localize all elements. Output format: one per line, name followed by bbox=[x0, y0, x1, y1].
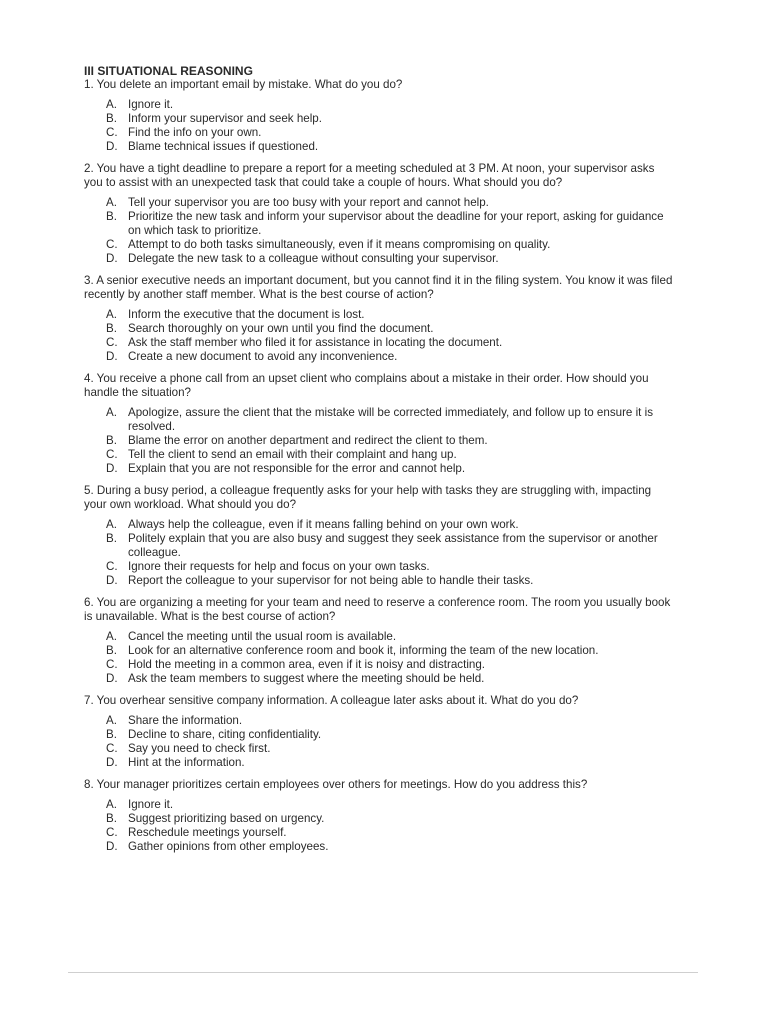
answer-option bbox=[84, 462, 674, 476]
option-letter: C. bbox=[106, 336, 118, 349]
option-text: Report the colleague to your supervisor for not being able to handle their tasks. bbox=[128, 574, 534, 587]
question-block bbox=[84, 484, 674, 588]
option-text: Always help the colleague, even if it means falling behind on your own work. bbox=[128, 518, 519, 531]
option-letter: B. bbox=[106, 322, 117, 335]
question-text: 2. You have a tight deadline to prepare a report for a meeting scheduled at 3 PM. At noon, your supervisor asks you to assist with an unexpected task that could take a couple of hours. What should you do? bbox=[84, 162, 655, 189]
question-block bbox=[84, 78, 674, 154]
option-text: Ignore it. bbox=[128, 98, 174, 111]
option-letter: A. bbox=[106, 308, 117, 321]
answer-option bbox=[84, 798, 674, 812]
option-text: Look for an alternative conference room and book it, informing the team of the new location. bbox=[128, 644, 599, 657]
option-text: Ask the team members to suggest where the meeting should be held. bbox=[128, 672, 485, 685]
option-letter: D. bbox=[106, 840, 118, 853]
footer-divider bbox=[68, 972, 698, 973]
option-letter: D. bbox=[106, 140, 118, 153]
answer-option bbox=[84, 742, 674, 756]
section-title: III SITUATIONAL REASONING bbox=[84, 64, 253, 78]
question-text: 6. You are organizing a meeting for your team and need to reserve a conference room. The room you usually book is unavailable. What is the best course of action? bbox=[84, 596, 671, 623]
question-block bbox=[84, 694, 674, 770]
option-list bbox=[84, 518, 674, 588]
option-text: Delegate the new task to a colleague without consulting your supervisor. bbox=[128, 252, 499, 265]
option-letter: D. bbox=[106, 462, 118, 475]
option-text: Blame the error on another department and redirect the client to them. bbox=[128, 434, 488, 447]
option-text: Apologize, assure the client that the mistake will be corrected immediately, and follow up to ensure it is resolved. bbox=[128, 406, 653, 433]
answer-option bbox=[84, 238, 674, 252]
answer-option bbox=[84, 630, 674, 644]
question-text: 4. You receive a phone call from an upset client who complains about a mistake in their order. How should you handle the situation? bbox=[84, 372, 649, 399]
option-text: Share the information. bbox=[128, 714, 243, 727]
answer-option bbox=[84, 350, 674, 364]
option-letter: B. bbox=[106, 644, 117, 657]
answer-option bbox=[84, 308, 674, 322]
question-text: 5. During a busy period, a colleague frequently asks for your help with tasks they are struggling with, impacting your own workload. What should you do? bbox=[84, 484, 652, 511]
answer-option bbox=[84, 112, 674, 126]
option-letter: D. bbox=[106, 574, 118, 587]
answer-option bbox=[84, 336, 674, 350]
option-text: Tell the client to send an email with their complaint and hang up. bbox=[128, 448, 457, 461]
question-list bbox=[84, 78, 674, 854]
answer-option bbox=[84, 434, 674, 448]
answer-option bbox=[84, 532, 674, 560]
option-text: Ignore their requests for help and focus on your own tasks. bbox=[128, 560, 430, 573]
option-letter: B. bbox=[106, 210, 117, 223]
option-letter: A. bbox=[106, 518, 117, 531]
option-text: Ask the staff member who filed it for assistance in locating the document. bbox=[128, 336, 503, 349]
answer-option bbox=[84, 812, 674, 826]
option-letter: C. bbox=[106, 826, 118, 839]
option-list bbox=[84, 798, 674, 854]
question-text: 8. Your manager prioritizes certain employees over others for meetings. How do you address this? bbox=[84, 778, 588, 791]
option-text: Hint at the information. bbox=[128, 756, 245, 769]
question-text: 1. You delete an important email by mistake. What do you do? bbox=[84, 78, 403, 91]
option-letter: C. bbox=[106, 742, 118, 755]
answer-option bbox=[84, 252, 674, 266]
option-letter: B. bbox=[106, 434, 117, 447]
option-text: Create a new document to avoid any inconvenience. bbox=[128, 350, 398, 363]
answer-option bbox=[84, 826, 674, 840]
option-text: Blame technical issues if questioned. bbox=[128, 140, 319, 153]
question-block bbox=[84, 596, 674, 686]
option-letter: D. bbox=[106, 756, 118, 769]
question-text: 7. You overhear sensitive company information. A colleague later asks about it. What do you do? bbox=[84, 694, 579, 707]
option-letter: B. bbox=[106, 532, 117, 545]
answer-option bbox=[84, 406, 674, 434]
answer-option bbox=[84, 196, 674, 210]
answer-option bbox=[84, 140, 674, 154]
option-text: Attempt to do both tasks simultaneously, even if it means compromising on quality. bbox=[128, 238, 551, 251]
answer-option bbox=[84, 672, 674, 686]
option-text: Cancel the meeting until the usual room is available. bbox=[128, 630, 397, 643]
question-text: 3. A senior executive needs an important document, but you cannot find it in the filing system. You know it was filed recently by another staff member. What is the best course of action? bbox=[84, 274, 673, 301]
option-letter: D. bbox=[106, 252, 118, 265]
option-letter: C. bbox=[106, 238, 118, 251]
answer-option bbox=[84, 126, 674, 140]
option-letter: D. bbox=[106, 350, 118, 363]
option-text: Explain that you are not responsible for the error and cannot help. bbox=[128, 462, 466, 475]
question-block bbox=[84, 778, 674, 854]
option-text: Tell your supervisor you are too busy with your report and cannot help. bbox=[128, 196, 489, 209]
option-letter: C. bbox=[106, 448, 118, 461]
option-text: Inform the executive that the document is lost. bbox=[128, 308, 365, 321]
answer-option bbox=[84, 728, 674, 742]
option-letter: C. bbox=[106, 560, 118, 573]
option-letter: A. bbox=[106, 630, 117, 643]
option-text: Reschedule meetings yourself. bbox=[128, 826, 287, 839]
answer-option bbox=[84, 448, 674, 462]
answer-option bbox=[84, 560, 674, 574]
answer-option bbox=[84, 644, 674, 658]
option-text: Ignore it. bbox=[128, 798, 174, 811]
answer-option bbox=[84, 518, 674, 532]
question-block bbox=[84, 274, 674, 364]
option-text: Find the info on your own. bbox=[128, 126, 262, 139]
option-list bbox=[84, 308, 674, 364]
answer-option bbox=[84, 756, 674, 770]
option-letter: A. bbox=[106, 714, 117, 727]
option-text: Gather opinions from other employees. bbox=[128, 840, 329, 853]
option-letter: D. bbox=[106, 672, 118, 685]
option-letter: A. bbox=[106, 406, 117, 419]
answer-option bbox=[84, 840, 674, 854]
option-list bbox=[84, 630, 674, 686]
answer-option bbox=[84, 322, 674, 336]
option-letter: B. bbox=[106, 812, 117, 825]
option-letter: A. bbox=[106, 798, 117, 811]
answer-option bbox=[84, 658, 674, 672]
option-letter: B. bbox=[106, 728, 117, 741]
option-text: Hold the meeting in a common area, even if it is noisy and distracting. bbox=[128, 658, 486, 671]
option-list bbox=[84, 98, 674, 154]
question-block bbox=[84, 372, 674, 476]
option-text: Prioritize the new task and inform your supervisor about the deadline for your report, asking for guidance on which task to prioritize. bbox=[128, 210, 664, 237]
option-letter: C. bbox=[106, 126, 118, 139]
option-text: Inform your supervisor and seek help. bbox=[128, 112, 322, 125]
option-text: Decline to share, citing confidentiality. bbox=[128, 728, 322, 741]
option-list bbox=[84, 714, 674, 770]
option-text: Search thoroughly on your own until you find the document. bbox=[128, 322, 434, 335]
option-text: Suggest prioritizing based on urgency. bbox=[128, 812, 325, 825]
answer-option bbox=[84, 714, 674, 728]
answer-option bbox=[84, 210, 674, 238]
option-letter: A. bbox=[106, 98, 117, 111]
option-text: Politely explain that you are also busy and suggest they seek assistance from the supervisor or another colleague. bbox=[128, 532, 658, 559]
option-letter: C. bbox=[106, 658, 118, 671]
answer-option bbox=[84, 98, 674, 112]
option-text: Say you need to check first. bbox=[128, 742, 271, 755]
option-letter: B. bbox=[106, 112, 117, 125]
answer-option bbox=[84, 574, 674, 588]
document-body bbox=[84, 64, 674, 862]
option-list bbox=[84, 196, 674, 266]
option-letter: A. bbox=[106, 196, 117, 209]
option-list bbox=[84, 406, 674, 476]
question-block bbox=[84, 162, 674, 266]
